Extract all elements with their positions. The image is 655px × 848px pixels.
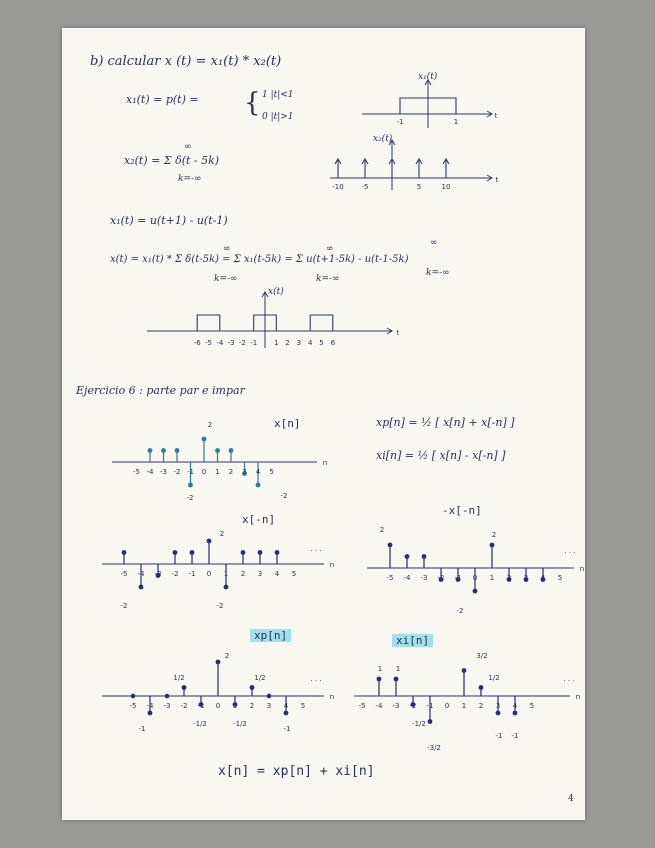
x1-step-expression: x₁(t) = u(t+1) - u(t-1) (110, 214, 228, 227)
xn-annot-neg2b: -2 (280, 492, 288, 500)
xi-annot-neg-three-halves: -3/2 (427, 744, 441, 752)
x2-axis-t-label: t (495, 176, 499, 184)
x-minus-n-annot-2: 2 (219, 530, 225, 538)
xp-plot-tick: 0 (215, 702, 221, 710)
neg-x-minus-n-plot-tick: 1 (489, 574, 495, 582)
xi-plot-sample (462, 668, 467, 673)
xn-plot-sample (215, 448, 220, 453)
neg-x-minus-n-plot-sample (422, 554, 427, 559)
brace: { (244, 88, 261, 118)
odd-part-formula: xi[n] = ½ [ x[n] - x[-n] ] (376, 449, 506, 462)
neg-x-minus-n-plot-sample (490, 543, 495, 548)
case-2: 0 |t|>1 (262, 112, 294, 122)
xp-plot-axis-n-label: n (329, 693, 335, 701)
xp-annot-2: 2 (224, 652, 230, 660)
xn-plot-axis-n-label: n (322, 459, 328, 467)
figures-layer (62, 28, 585, 820)
xp-plot-sample (165, 694, 170, 699)
xn-plot-tick: -1 (187, 468, 194, 476)
final-identity: x[n] = xp[n] + xi[n] (218, 764, 375, 779)
x2-tick: 10 (441, 183, 451, 191)
x-minus-n-plot-sample (122, 550, 127, 555)
xn-plot-tick: 5 (269, 468, 274, 476)
xn-plot-sample (256, 483, 261, 488)
xn-plot-tick: -4 (146, 468, 154, 476)
xi-plot-tick: 1 (461, 702, 467, 710)
xt-tick: -6 (193, 339, 201, 347)
xi-plot-tick: 5 (529, 702, 535, 710)
xi-plot-sample (496, 711, 501, 716)
xn-plot-sample (202, 437, 207, 442)
xp-plot-sample (267, 694, 272, 699)
xn-plot-sample (175, 448, 180, 453)
xn-plot-tick: -2 (173, 468, 181, 476)
neg-x-minus-n-plot-tick: -3 (420, 574, 428, 582)
part-b-heading: b) calcular x (t) = x₁(t) * x₂(t) (90, 54, 282, 69)
xi-annot-neg-half: -1/2 (412, 720, 426, 728)
x2-sum-upper: ∞ (184, 142, 192, 152)
neg-x-minus-n-plot-tick: 5 (557, 574, 563, 582)
x-minus-n-plot-tick: -5 (120, 570, 128, 578)
x-minus-n-plot-tick: 4 (274, 570, 280, 578)
xp-plot-tick: -2 (180, 702, 188, 710)
xi-plot-tick: 2 (478, 702, 484, 710)
xp-annot-neg1a: -1 (138, 725, 146, 733)
x-minus-n-plot-tick: -3 (154, 570, 162, 578)
xn-plot-sample (161, 448, 166, 453)
xi-plot-tick: -4 (375, 702, 383, 710)
xp-plot-sample (148, 711, 153, 716)
x-minus-n-plot-sample (258, 550, 263, 555)
xi-plot-tick: -2 (409, 702, 417, 710)
xi-annot-neg1b: -1 (511, 732, 519, 740)
even-part-formula: xp[n] = ½ [ x[n] + x[-n] ] (376, 416, 515, 429)
xi-plot-tick: -3 (392, 702, 400, 710)
xn-plot-tick: 3 (242, 468, 247, 476)
neg-x-minus-n-plot-tick: 0 (472, 574, 478, 582)
xt-sum-lower-2: k=-∞ (316, 274, 340, 284)
x1-plot-label: x₁(t) (418, 72, 438, 82)
x-minus-n-plot-axis-n-label: n (329, 561, 335, 569)
x-minus-n-plot-tick: 1 (223, 570, 229, 578)
x-minus-n-plot-tick: 3 (257, 570, 263, 578)
xn-plot-tick: -5 (133, 468, 140, 476)
xn-label: x[n] (274, 417, 301, 430)
xt-tick: 5 (319, 339, 324, 347)
xp-plot-tick: -5 (129, 702, 137, 710)
xi-dots: · · · (563, 677, 575, 685)
xp-plot-tick: 1 (232, 702, 238, 710)
neg-x-minus-n-plot-tick: -1 (454, 574, 462, 582)
x-minus-n-plot-tick: 2 (240, 570, 246, 578)
x-minus-n-plot-sample (190, 550, 195, 555)
neg-x-minus-n-plot-sample (473, 589, 478, 594)
xt-sum-upper-3: ∞ (430, 238, 438, 248)
xt-sum-upper-2: ∞ (326, 244, 334, 254)
x2-plot-label: x₂(t) (373, 134, 393, 144)
xp-annot-neg-half-b: -1/2 (233, 720, 247, 728)
exercise-6-heading: Ejercicio 6 : parte par e impar (76, 384, 245, 397)
xp-plot-tick: 3 (266, 702, 272, 710)
neg-x-minus-n-annot-2a: 2 (379, 526, 385, 534)
xi-plot-sample (377, 677, 382, 682)
neg-x-minus-n-annot-2b: 2 (491, 531, 497, 539)
xi-plot-tick: 0 (444, 702, 450, 710)
neg-x-minus-n-annot-neg2: -2 (456, 607, 464, 615)
xt-plot-label: x(t) (268, 287, 284, 297)
xt-expression: x(t) = x₁(t) * Σ δ(t-5k) = Σ x₁(t-5k) = Σ u(t+1-5k) - u(t-1-5k) (110, 254, 409, 265)
xp-plot-tick: 5 (300, 702, 306, 710)
xt-tick: 6 (330, 339, 336, 347)
x2-tick: -10 (332, 183, 344, 191)
xp-plot-sample (216, 660, 221, 665)
xt-tick: -4 (216, 339, 224, 347)
xp-plot-sample (250, 685, 255, 690)
x-minus-n-dots: · · · (310, 547, 322, 555)
xt-tick: 3 (296, 339, 302, 347)
xp-label: xp[n] (250, 629, 291, 642)
xp-annot-neg-half-a: -1/2 (193, 720, 207, 728)
xi-plot-sample (479, 685, 484, 690)
neg-x-minus-n-plot-tick: -4 (403, 574, 411, 582)
case-1: 1 |t|<1 (262, 90, 294, 100)
x1-tick-neg1: -1 (396, 118, 404, 126)
xp-plot-tick: -1 (197, 702, 205, 710)
x-minus-n-plot-sample (173, 550, 178, 555)
neg-x-minus-n-plot-tick: -2 (437, 574, 445, 582)
xt-tick: 1 (274, 339, 279, 347)
xn-plot-tick: 0 (201, 468, 207, 476)
xt-sum-upper-1: ∞ (223, 244, 231, 254)
xp-dots: · · · (310, 677, 322, 685)
x-minus-n-plot-tick: 0 (206, 570, 212, 578)
neg-x-minus-n-plot-sample (388, 543, 393, 548)
xn-plot-tick: 1 (215, 468, 220, 476)
xn-plot-tick: -3 (160, 468, 167, 476)
xi-plot-sample (394, 677, 399, 682)
x1-axis-t-label: t (494, 112, 498, 120)
neg-x-minus-n-plot-sample (405, 554, 410, 559)
xi-annot-three-halves: 3/2 (476, 652, 488, 660)
xp-annot-neg1b: -1 (283, 725, 291, 733)
xt-sum-lower-1: k=-∞ (214, 274, 238, 284)
neg-x-minus-n-dots: · · · (564, 549, 576, 557)
xt-tick: -5 (205, 339, 212, 347)
xp-plot-tick: -3 (163, 702, 171, 710)
x-minus-n-plot-tick: -2 (171, 570, 179, 578)
xp-annot-half-a: 1/2 (173, 674, 185, 682)
x-minus-n-plot-sample (241, 550, 246, 555)
neg-x-minus-n-plot-tick: 4 (540, 574, 546, 582)
xi-annot-neg1a: -1 (495, 732, 503, 740)
xn-plot-sample (148, 448, 153, 453)
xt-pulse (197, 315, 220, 331)
xt-axis-t-label: t (396, 329, 400, 337)
neg-x-minus-n-plot-tick: 2 (506, 574, 512, 582)
xp-plot-sample (284, 711, 289, 716)
x-minus-n-plot-tick: -1 (188, 570, 196, 578)
neg-x-minus-n-label: -x[-n] (442, 504, 482, 517)
xt-tick: -2 (238, 339, 246, 347)
xt-tick: 2 (285, 339, 290, 347)
xn-plot-tick: 4 (255, 468, 261, 476)
xt-tick: -3 (227, 339, 235, 347)
xn-plot-tick: 2 (228, 468, 234, 476)
xt-tick: -1 (250, 339, 258, 347)
x-minus-n-plot-tick: 5 (291, 570, 297, 578)
x-minus-n-annot-neg2b: -2 (216, 602, 224, 610)
x1-definition: x₁(t) = p(t) = (126, 93, 199, 106)
xi-plot-tick: 4 (512, 702, 518, 710)
xp-plot-sample (131, 694, 136, 699)
xn-plot-sample (229, 448, 234, 453)
x-minus-n-plot-sample (224, 585, 229, 590)
neg-x-minus-n-plot-tick: -5 (386, 574, 394, 582)
xi-plot-axis-n-label: n (575, 693, 581, 701)
xn-annot-neg2a: -2 (186, 494, 194, 502)
xi-annot-half: 1/2 (488, 674, 500, 682)
xn-annot-2: 2 (207, 421, 213, 429)
x-minus-n-plot-sample (207, 539, 212, 544)
page-number: 4 (568, 794, 574, 804)
x-minus-n-annot-neg2a: -2 (120, 602, 128, 610)
xt-sum-lower-3: k=-∞ (426, 268, 450, 278)
xi-plot-tick: 3 (495, 702, 501, 710)
x2-tick: 5 (416, 183, 422, 191)
x-minus-n-label: x[-n] (242, 513, 276, 526)
xp-plot-tick: 2 (249, 702, 255, 710)
xi-label: xi[n] (392, 634, 433, 647)
x-minus-n-plot-sample (139, 585, 144, 590)
xp-plot-sample (182, 685, 187, 690)
x2-tick: -5 (361, 183, 369, 191)
xn-plot-sample (188, 483, 193, 488)
xp-plot-tick: 4 (283, 702, 289, 710)
xp-plot-tick: -4 (146, 702, 154, 710)
xi-plot-sample (513, 711, 518, 716)
neg-x-minus-n-plot-axis-n-label: n (579, 565, 585, 573)
x-minus-n-plot-tick: -4 (137, 570, 145, 578)
xi-annot-1a: 1 (377, 665, 383, 673)
x2-definition: x₂(t) = Σ δ(t - 5k) (124, 154, 220, 167)
x1-tick-pos1: 1 (453, 118, 459, 126)
xt-pulse (310, 315, 333, 331)
x2-sum-lower: k=-∞ (178, 174, 202, 184)
x-minus-n-plot-sample (275, 550, 280, 555)
neg-x-minus-n-plot-tick: 3 (523, 574, 529, 582)
notebook-page (62, 28, 585, 820)
xp-annot-half-b: 1/2 (254, 674, 266, 682)
xi-plot-sample (428, 719, 433, 724)
xt-tick: 4 (307, 339, 313, 347)
xi-annot-1b: 1 (395, 665, 401, 673)
xi-plot-tick: -1 (426, 702, 434, 710)
xi-plot-tick: -5 (358, 702, 366, 710)
